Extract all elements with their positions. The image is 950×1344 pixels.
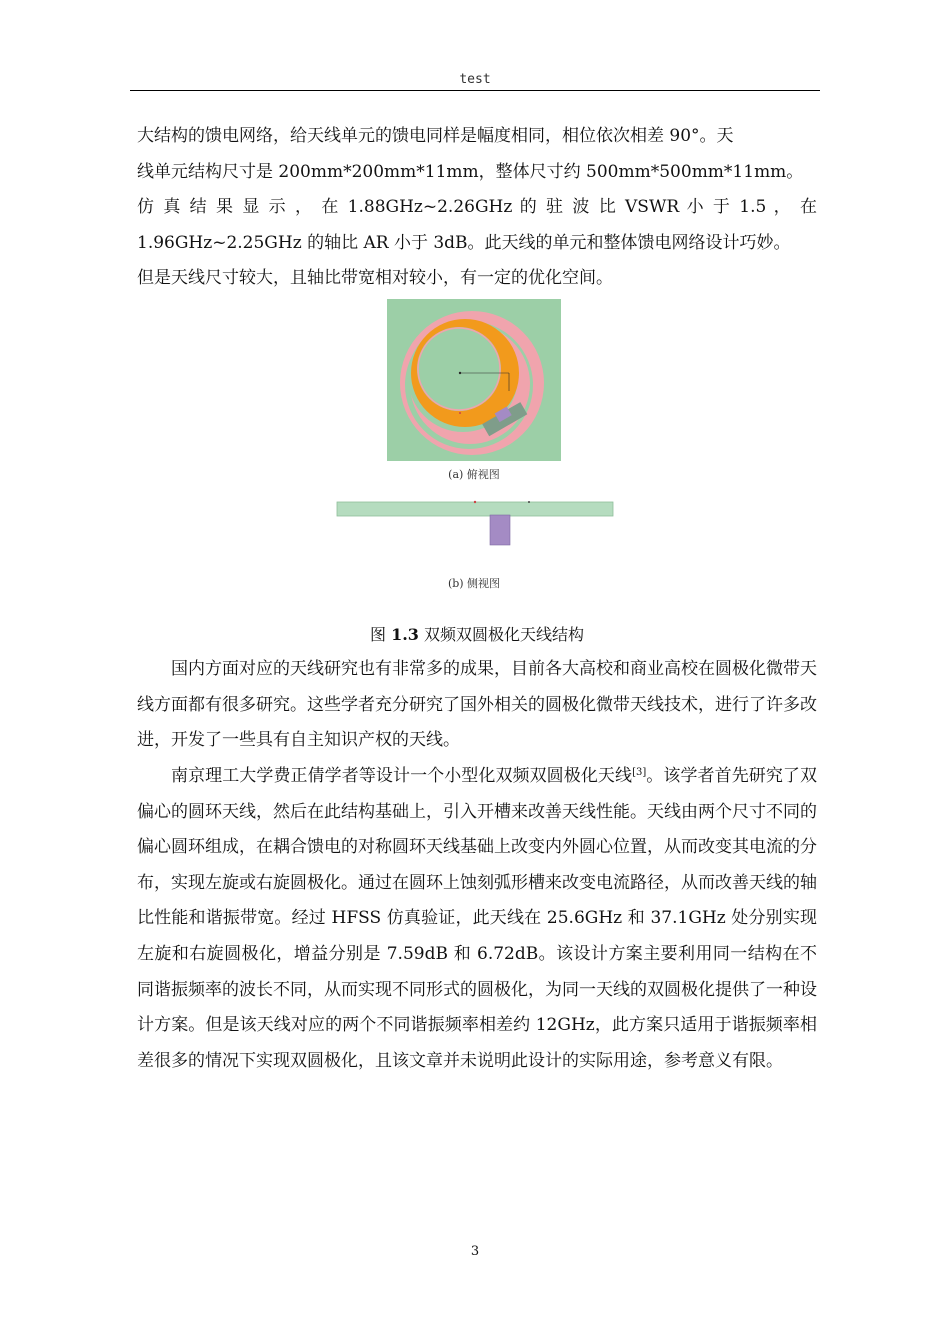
paragraph-1-line-3: 仿 真 结 果 显 示 ， 在 1.88GHz~2.26GHz 的 驻 波 比 VSWR 小 于 1.5 ， 在 <box>137 197 817 218</box>
paragraph-1-line-1: 大结构的馈电网络，给天线单元的馈电同样是幅度相同，相位依次相差 90°。天 <box>137 126 734 146</box>
figure-caption <box>137 622 817 645</box>
paragraph-3-after-ref: 。该学者首先研究了双偏心的圆环天线，然后在此结构基础上，引入开槽来改善天线性能。天线由两个尺寸不同的偏心圆环组成，在耦合馈电的对称圆环天线基础上改变内外圆心位置，从而改变其电流的分布，实现左旋或右旋圆极化。通过在圆环上蚀刻弧形槽来改变电流路径，从而改善天线的轴比性能和谐振带宽。经过 HFSS 仿真验证，此天线在 25.6GHz 和 37.1GHz 处分别实现左旋和右旋圆极化，增益分别是 7.59dB 和 6.72dB。该设计方案主要利用同一结构在不同谐振频率的波长不同，从而实现不同形式的圆极化，为同一天线的双圆极化提供了一种设计方案。但是该天线对应的两个不同谐振频率相差约 12GHz，此方案只适用于谐振频率相差很多的情况下实现双圆极化，且该文章并未说明此设计的实际用途，参考意义有限。 <box>137 766 817 1071</box>
probe-connector <box>490 515 510 545</box>
header-rule <box>130 90 820 91</box>
figure-b-caption: (b) 侧视图 <box>447 577 501 590</box>
paragraph-1 <box>137 119 817 297</box>
running-header: test <box>459 72 491 87</box>
paragraph-1-line-2: 线单元结构尺寸是 200mm*200mm*11mm，整体尺寸约 500mm*500mm*11mm。 <box>137 161 804 182</box>
figure-caption-text: 双频双圆极化天线结构 <box>418 625 585 644</box>
paragraph-1-line-5: 但是天线尺寸较大，且轴比带宽相对较小，有一定的优化空间。 <box>137 268 613 289</box>
citation-ref: [3] <box>632 767 647 778</box>
paragraph-3-before-ref: 南京理工大学费正倩学者等设计一个小型化双频双圆极化天线 <box>171 766 633 786</box>
paragraph-3 <box>137 759 817 1079</box>
paragraph-1-line-4: 1.96GHz~2.25GHz 的轴比 AR 小于 3dB。此天线的单元和整体馈电网络设计巧妙。 <box>137 232 791 253</box>
antenna-side-view-image <box>335 495 615 547</box>
substrate-side <box>337 502 613 516</box>
figure-caption-prefix: 图 <box>369 625 392 644</box>
paragraph-2-text: 国内方面对应的天线研究也有非常多的成果，目前各大高校和商业高校在圆极化微带天线方面都有很多研究。这些学者充分研究了国外相关的圆极化微带天线技术，进行了许多改进，开发了一些具有自主知识产权的天线。 <box>137 659 817 751</box>
page-number: 3 <box>470 1244 480 1259</box>
figure-caption-number: 1.3 <box>391 625 419 644</box>
paragraph-3-text <box>137 759 817 1079</box>
antenna-top-view-image <box>387 299 561 461</box>
paragraph-2 <box>137 652 817 759</box>
figure-a-caption: (a) 俯视图 <box>448 468 500 481</box>
